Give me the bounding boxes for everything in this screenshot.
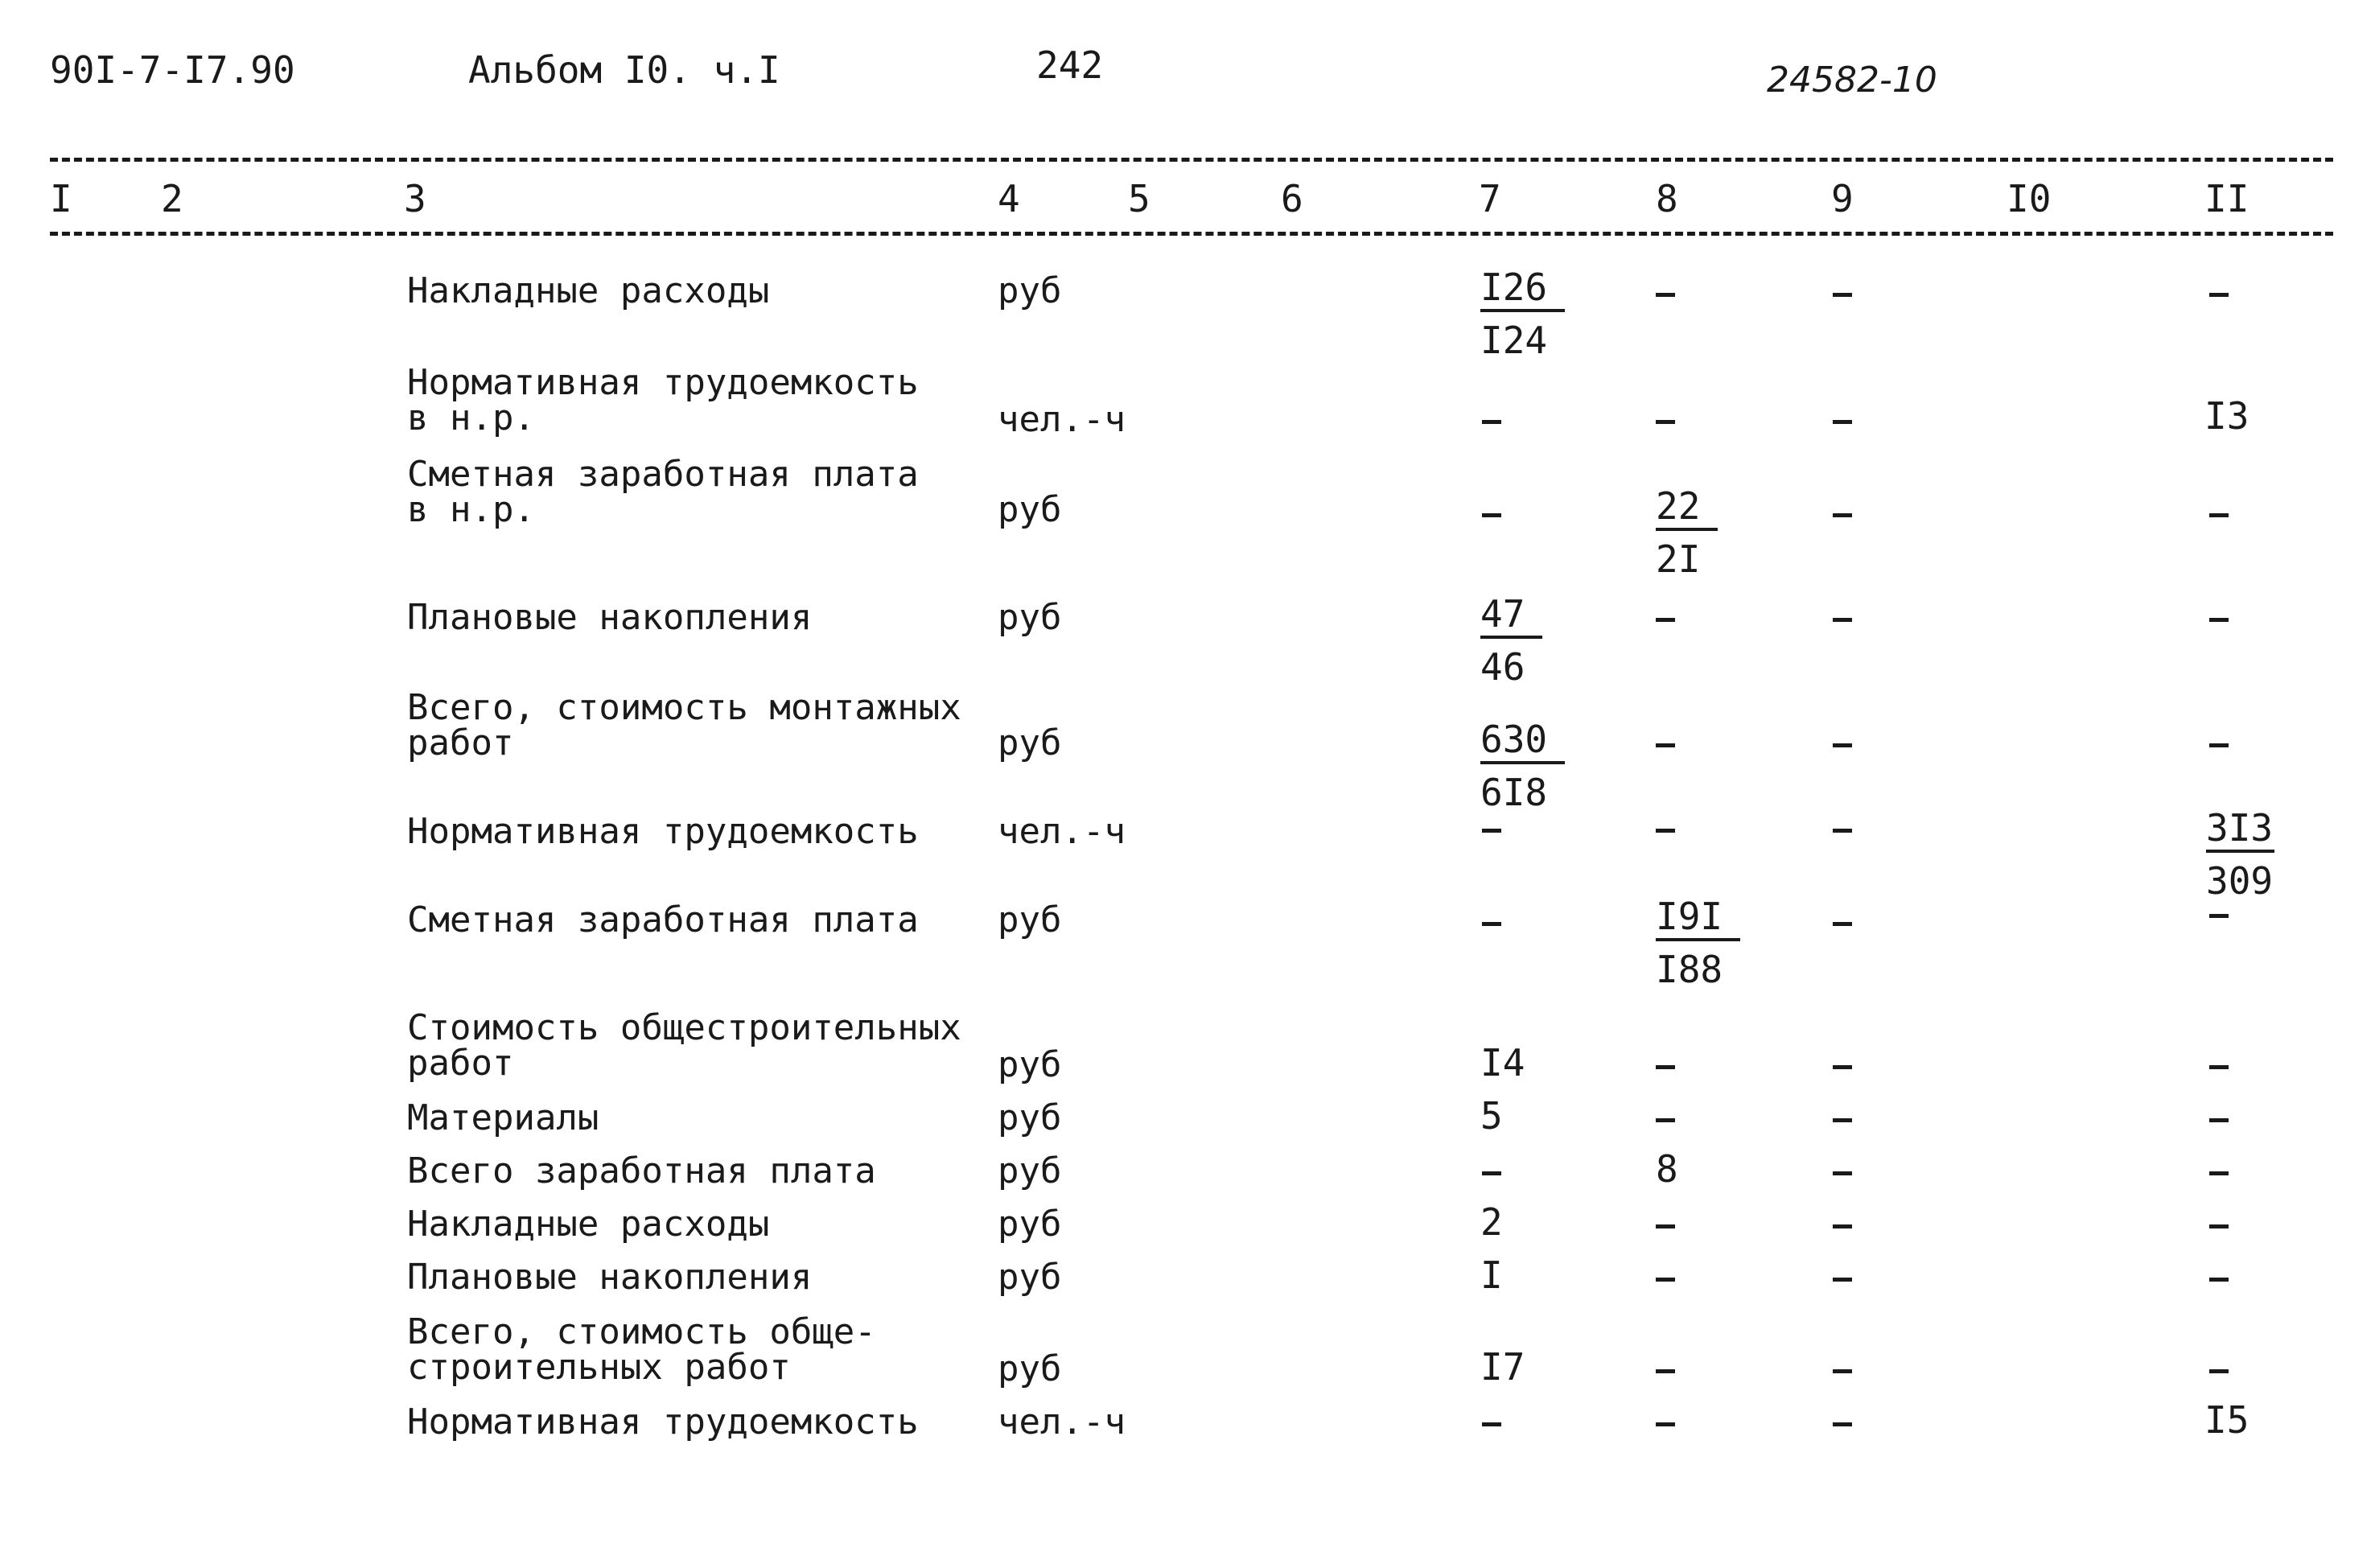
row-6-col8-dash bbox=[1656, 829, 1675, 833]
row-6-col11-fraction bbox=[2206, 806, 2274, 903]
column-number-4: 4 bbox=[998, 177, 1020, 220]
row-7-col9-dash bbox=[1833, 922, 1852, 926]
row-5-col9-dash bbox=[1833, 743, 1852, 747]
row-13-unit: руб bbox=[998, 1348, 1062, 1389]
row-10-col7-dash bbox=[1482, 1171, 1501, 1175]
row-13-label-line1: Всего, стоимость обще- bbox=[407, 1311, 876, 1352]
row-4-col7-fraction bbox=[1480, 592, 1542, 689]
row-4-col11-dash bbox=[2209, 618, 2229, 622]
row-3-label-line2: в н.р. bbox=[407, 489, 535, 530]
row-5-col7-numerator: 630 bbox=[1480, 721, 1565, 764]
row-2-label-line2: в н.р. bbox=[407, 397, 535, 438]
row-14-col7-dash bbox=[1482, 1422, 1501, 1426]
row-11-col9-dash bbox=[1833, 1224, 1852, 1228]
row-13-label-line2: строительных работ bbox=[407, 1347, 791, 1388]
row-11-col11-dash bbox=[2209, 1224, 2229, 1228]
row-5-unit: руб bbox=[998, 722, 1062, 763]
row-7-label: Сметная заработная плата bbox=[407, 899, 919, 940]
row-8-col7-value: I4 bbox=[1480, 1041, 1525, 1084]
row-3-col8-numerator: 22 bbox=[1656, 488, 1718, 531]
row-12-col11-dash bbox=[2209, 1278, 2229, 1282]
row-8-unit: руб bbox=[998, 1044, 1062, 1085]
row-10-col9-dash bbox=[1833, 1171, 1852, 1175]
row-7-col7-dash bbox=[1482, 922, 1501, 926]
column-number-10: I0 bbox=[2007, 177, 2052, 220]
row-7-unit: руб bbox=[998, 899, 1062, 940]
row-1-col8-dash bbox=[1656, 293, 1675, 297]
row-5-col11-dash bbox=[2209, 743, 2229, 747]
row-9-col8-dash bbox=[1656, 1118, 1675, 1122]
row-8-label-line2: работ bbox=[407, 1043, 514, 1084]
row-9-col11-dash bbox=[2209, 1118, 2229, 1122]
row-11-unit: руб bbox=[998, 1204, 1062, 1245]
row-1-col7-denominator: I24 bbox=[1480, 319, 1548, 362]
row-1-label: Накладные расходы bbox=[407, 270, 770, 311]
row-1-unit: руб bbox=[998, 270, 1062, 311]
row-12-col9-dash bbox=[1833, 1278, 1852, 1282]
row-7-col8-fraction bbox=[1656, 895, 1740, 991]
row-3-col11-dash bbox=[2209, 513, 2229, 517]
row-4-col9-dash bbox=[1833, 618, 1852, 622]
row-13-col9-dash bbox=[1833, 1369, 1852, 1373]
row-14-col8-dash bbox=[1656, 1422, 1675, 1426]
row-9-unit: руб bbox=[998, 1097, 1062, 1138]
column-number-7: 7 bbox=[1479, 177, 1501, 220]
header-rule-bottom bbox=[50, 232, 2333, 236]
row-9-col9-dash bbox=[1833, 1118, 1852, 1122]
row-7-col11-dash bbox=[2209, 914, 2229, 918]
row-2-col9-dash bbox=[1833, 420, 1852, 424]
row-11-col7-value: 2 bbox=[1480, 1200, 1503, 1244]
row-6-col11-numerator: 3I3 bbox=[2206, 809, 2274, 853]
row-6-label: Нормативная трудоемкость bbox=[407, 811, 919, 852]
row-5-label-line2: работ bbox=[407, 722, 514, 763]
column-number-9: 9 bbox=[1831, 177, 1854, 220]
row-10-col8-value: 8 bbox=[1656, 1147, 1678, 1191]
row-1-col7-fraction bbox=[1480, 265, 1565, 362]
column-number-5: 5 bbox=[1128, 177, 1150, 220]
header-rule-top bbox=[50, 158, 2333, 162]
row-2-col8-dash bbox=[1656, 420, 1675, 424]
row-2-col7-dash bbox=[1482, 420, 1501, 424]
row-13-col11-dash bbox=[2209, 1369, 2229, 1373]
row-4-label: Плановые накопления bbox=[407, 597, 813, 638]
row-3-label-line1: Сметная заработная плата bbox=[407, 454, 919, 495]
row-8-col8-dash bbox=[1656, 1065, 1675, 1069]
row-1-col7-numerator: I26 bbox=[1480, 269, 1565, 312]
row-14-label: Нормативная трудоемкость bbox=[407, 1401, 919, 1442]
row-7-col8-numerator: I9I bbox=[1656, 898, 1740, 941]
column-number-6: 6 bbox=[1281, 177, 1303, 220]
document-code: 90I-7-I7.90 bbox=[50, 48, 295, 92]
document-id: 24582-10 bbox=[1767, 60, 1937, 101]
row-14-col9-dash bbox=[1833, 1422, 1852, 1426]
row-2-unit: чел.-ч bbox=[998, 399, 1126, 440]
row-14-col11-value: I5 bbox=[2204, 1398, 2249, 1442]
row-11-col8-dash bbox=[1656, 1224, 1675, 1228]
album-reference: Альбом I0. ч.I bbox=[468, 48, 780, 92]
row-5-col8-dash bbox=[1656, 743, 1675, 747]
row-1-col11-dash bbox=[2209, 293, 2229, 297]
row-10-col11-dash bbox=[2209, 1171, 2229, 1175]
row-6-col11-denominator: 309 bbox=[2206, 859, 2274, 903]
row-10-unit: руб bbox=[998, 1150, 1062, 1191]
column-number-2: 2 bbox=[161, 177, 183, 220]
column-number-8: 8 bbox=[1656, 177, 1678, 220]
row-7-col8-denominator: I88 bbox=[1656, 948, 1723, 991]
column-number-1: I bbox=[50, 177, 72, 220]
row-5-label-line1: Всего, стоимость монтажных bbox=[407, 687, 961, 728]
page-number: 242 bbox=[1036, 43, 1104, 87]
row-3-col8-denominator: 2I bbox=[1656, 537, 1701, 581]
row-5-col7-fraction bbox=[1480, 718, 1565, 814]
row-12-unit: руб bbox=[998, 1257, 1062, 1298]
column-number-3: 3 bbox=[404, 177, 426, 220]
row-5-col7-denominator: 6I8 bbox=[1480, 771, 1548, 814]
row-10-label: Всего заработная плата bbox=[407, 1150, 876, 1191]
row-4-col8-dash bbox=[1656, 618, 1675, 622]
row-8-col11-dash bbox=[2209, 1065, 2229, 1069]
row-3-unit: руб bbox=[998, 489, 1062, 530]
row-4-col7-numerator: 47 bbox=[1480, 595, 1542, 639]
row-3-col8-fraction bbox=[1656, 484, 1718, 581]
row-3-col9-dash bbox=[1833, 513, 1852, 517]
row-6-col7-dash bbox=[1482, 829, 1501, 833]
row-4-unit: руб bbox=[998, 597, 1062, 638]
row-12-label: Плановые накопления bbox=[407, 1257, 813, 1298]
row-9-col7-value: 5 bbox=[1480, 1094, 1503, 1138]
row-12-col8-dash bbox=[1656, 1278, 1675, 1282]
row-11-label: Накладные расходы bbox=[407, 1204, 770, 1245]
row-1-col9-dash bbox=[1833, 293, 1852, 297]
row-2-label-line1: Нормативная трудоемкость bbox=[407, 362, 919, 403]
row-14-unit: чел.-ч bbox=[998, 1401, 1126, 1442]
row-6-col9-dash bbox=[1833, 829, 1852, 833]
row-8-col9-dash bbox=[1833, 1065, 1852, 1069]
row-3-col7-dash bbox=[1482, 513, 1501, 517]
row-13-col8-dash bbox=[1656, 1369, 1675, 1373]
column-number-11: II bbox=[2204, 177, 2249, 220]
row-4-col7-denominator: 46 bbox=[1480, 645, 1525, 689]
row-13-col7-value: I7 bbox=[1480, 1345, 1525, 1389]
row-2-col11-value: I3 bbox=[2204, 394, 2249, 438]
row-12-col7-value: I bbox=[1480, 1253, 1503, 1297]
row-6-unit: чел.-ч bbox=[998, 811, 1126, 852]
row-8-label-line1: Стоимость общестроительных bbox=[407, 1007, 961, 1048]
row-9-label: Материалы bbox=[407, 1097, 599, 1138]
